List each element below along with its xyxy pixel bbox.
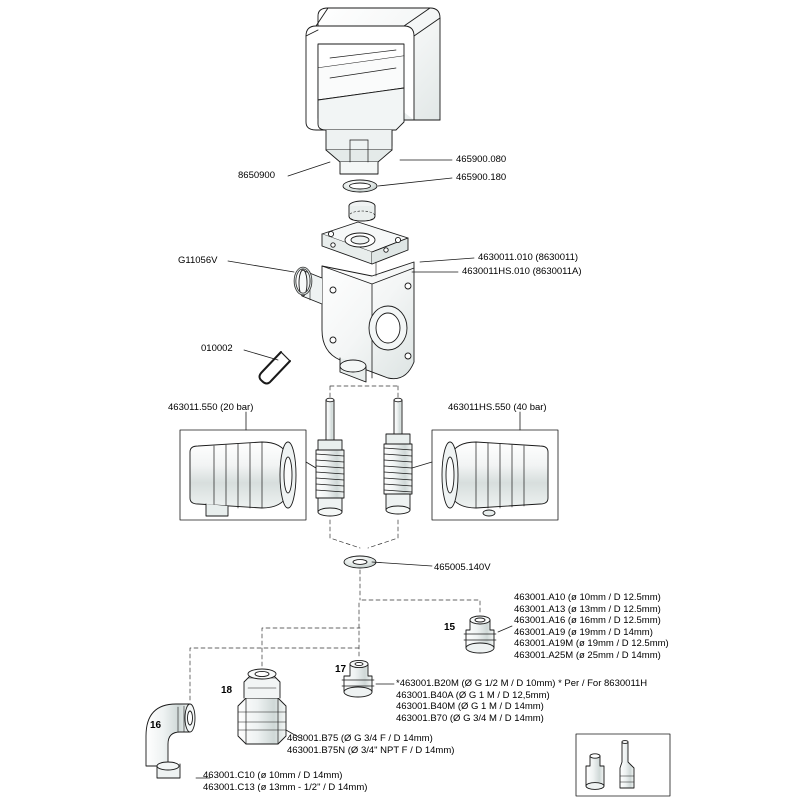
label-8650900: 8650900: [238, 170, 275, 181]
part-group-463001-b75: [287, 733, 454, 756]
part-row: 463001.A13 (ø 13mm / D 12.5mm): [514, 603, 661, 615]
label-463011hs-550: 463011HS.550 (40 bar): [448, 402, 547, 413]
part-group-463001-b: [396, 678, 647, 724]
part-row: 463001.B75 (Ø G 3/4 F / D 14mm): [287, 733, 433, 744]
label-465900-180: 465900.180: [456, 172, 507, 183]
item-number-15: 15: [444, 622, 456, 633]
part-row: *463001.B20M (Ø G 1/2 M / D 10mm) * Per / For 8630011H: [396, 678, 648, 689]
item-number-16: 16: [150, 720, 162, 731]
part-row: 463001.A16 (ø 16mm / D 12.5mm): [514, 615, 661, 626]
label-010002: 010002: [201, 343, 233, 354]
item-number-17: 17: [335, 664, 347, 675]
part-row: 463001.A19 (ø 19mm / D 14mm): [514, 626, 653, 638]
label-465005-140v: 465005.140V: [434, 562, 491, 573]
part-row: 463001.B40A (Ø G 1 M / D 12,5mm): [396, 689, 550, 701]
label-463011-550: 463011.550 (20 bar): [168, 402, 254, 413]
part-row: 463001.A25M (ø 25mm / D 14mm): [514, 649, 661, 661]
part-row: 463001.B70 (Ø G 3/4 M / D 14mm): [396, 712, 544, 724]
part-row: 463001.A19M (ø 19mm / D 12.5mm): [514, 638, 669, 649]
part-row: 463001.C13 (ø 13mm - 1/2" / D 14mm): [203, 781, 368, 793]
part-group-463001-a: [514, 592, 669, 661]
label-g11056v: G11056V: [178, 255, 218, 266]
part-row: 463001.A10 (ø 10mm / D 12.5mm): [514, 592, 661, 603]
part-row: 463001.C10 (ø 10mm / D 14mm): [203, 770, 343, 781]
part-group-463001-c: [203, 770, 367, 793]
label-4630011-010: 4630011.010 (8630011): [478, 252, 579, 263]
label-465900-080: 465900.080: [456, 154, 507, 165]
part-row: 463001.B75N (Ø 3/4" NPT F / D 14mm): [287, 744, 455, 756]
label-4630011hs-010: 4630011HS.010 (8630011A): [462, 266, 582, 277]
item-number-18: 18: [221, 685, 233, 696]
part-row: 463001.B40M (Ø G 1 M / D 14mm): [396, 701, 544, 712]
